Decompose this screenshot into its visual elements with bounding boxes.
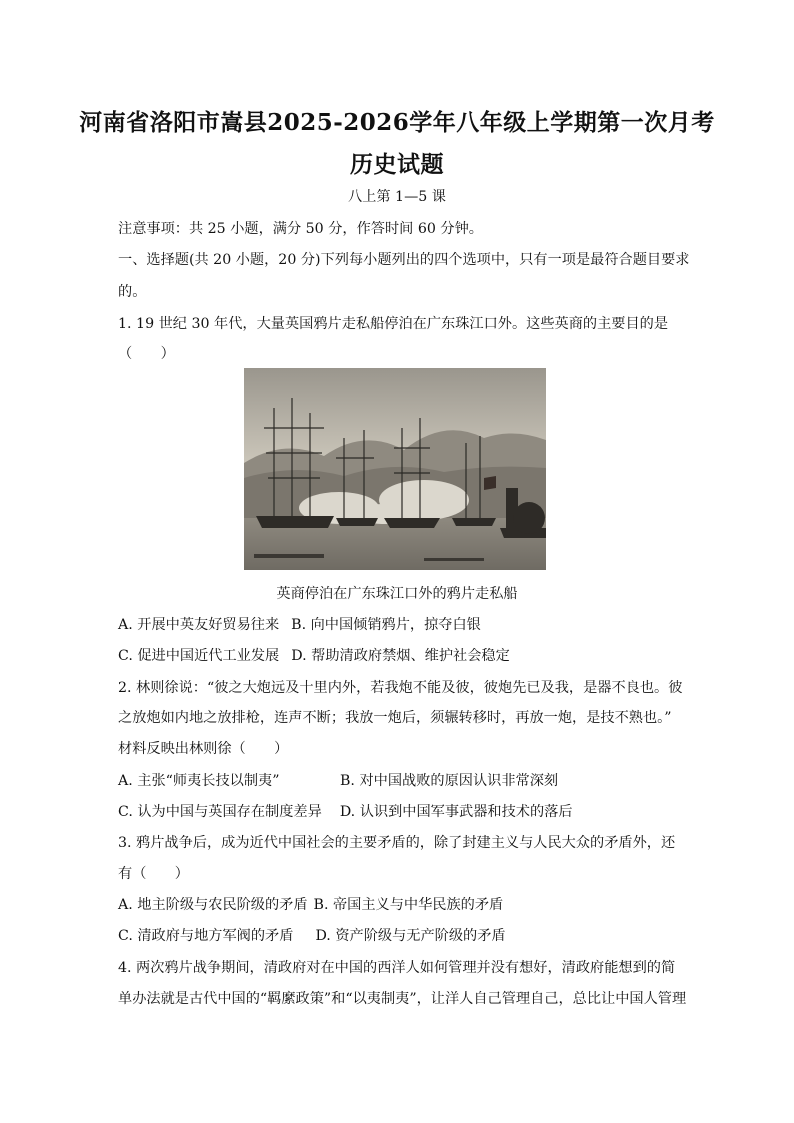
question-3-options-row2 (118, 925, 506, 945)
exam-title: 河南省洛阳市嵩县2025-2026学年八年级上学期第一次月考 (79, 109, 715, 136)
question-2-stem-line3: 材料反映出林则徐（ ） (118, 741, 289, 757)
question-1-option-d[interactable]: D. 帮助清政府禁烟、维护社会稳定 (291, 648, 510, 664)
question-3-stem-line2: 有（ ） (118, 866, 189, 882)
exam-scope: 八上第 1—5 课 (347, 189, 446, 205)
question-2-stem-line2: 之放炮如内地之放排枪，连声不断；我放一炮后，须辗转移时，再放一炮，是技不熟也。” (118, 710, 672, 726)
section-instructions-line1: 一、选择题(共 20 小题，20 分)下列每小题列出的四个选项中，只有一项是最符合题目要求 (118, 252, 690, 268)
question-3-option-b[interactable]: B. 帝国主义与中华民族的矛盾 (313, 897, 504, 913)
engraving-illustration (244, 368, 546, 570)
question-4-stem-line2: 单办法就是古代中国的“羁縻政策”和“以夷制夷”，让洋人自己管理自己，总比让中国人管理 (118, 991, 687, 1007)
question-3-option-c[interactable]: C. 清政府与地方军阀的矛盾 (118, 928, 294, 944)
question-2-option-a[interactable]: A. 主张“师夷长技以制夷” (118, 773, 280, 789)
exam-notice: 注意事项：共 25 小题，满分 50 分，作答时间 60 分钟。 (118, 221, 483, 237)
question-2-option-c[interactable]: C. 认为中国与英国存在制度差异 (118, 804, 322, 820)
question-2-option-d[interactable]: D. 认识到中国军事武器和技术的落后 (339, 804, 573, 820)
question-2-stem-line1: 2. 林则徐说：“彼之大炮远及十里内外，若我炮不能及彼，彼炮先已及我，是器不良也。彼 (118, 680, 683, 696)
question-1-options-row1 (118, 614, 481, 634)
question-3-option-a[interactable]: A. 地主阶级与农民阶级的矛盾 (118, 897, 308, 913)
question-2-options-row1 (118, 770, 558, 790)
question-2-option-b[interactable]: B. 对中国战败的原因认识非常深刻 (340, 773, 559, 789)
question-1-option-a[interactable]: A. 开展中英友好贸易往来 (118, 617, 280, 633)
figure-caption: 英商停泊在广东珠江口外的鸦片走私船 (276, 586, 518, 602)
exam-subject: 历史试题 (350, 151, 444, 178)
question-4-stem-line1: 4. 两次鸦片战争期间，清政府对在中国的西洋人如何管理并没有想好，清政府能想到的简 (118, 960, 676, 976)
opium-ships-engraving (244, 368, 546, 570)
question-1-option-c[interactable]: C. 促进中国近代工业发展 (118, 648, 280, 664)
question-1-options-row2 (118, 645, 510, 665)
question-3-stem-line1: 3. 鸦片战争后，成为近代中国社会的主要矛盾的，除了封建主义与人民大众的矛盾外，还 (118, 835, 676, 851)
question-3-options-row1 (118, 894, 503, 914)
question-3-option-d[interactable]: D. 资产阶级与无产阶级的矛盾 (315, 928, 506, 944)
question-1-stem: 1. 19 世纪 30 年代，大量英国鸦片走私船停泊在广东珠江口外。这些英商的主要目的是 (118, 316, 669, 332)
question-1-answer-bracket: （ ） (118, 346, 175, 362)
question-2-options-row2 (118, 801, 573, 821)
question-1-option-b[interactable]: B. 向中国倾销鸦片，掠夺白银 (291, 617, 481, 633)
section-instructions-line2: 的。 (118, 284, 147, 300)
